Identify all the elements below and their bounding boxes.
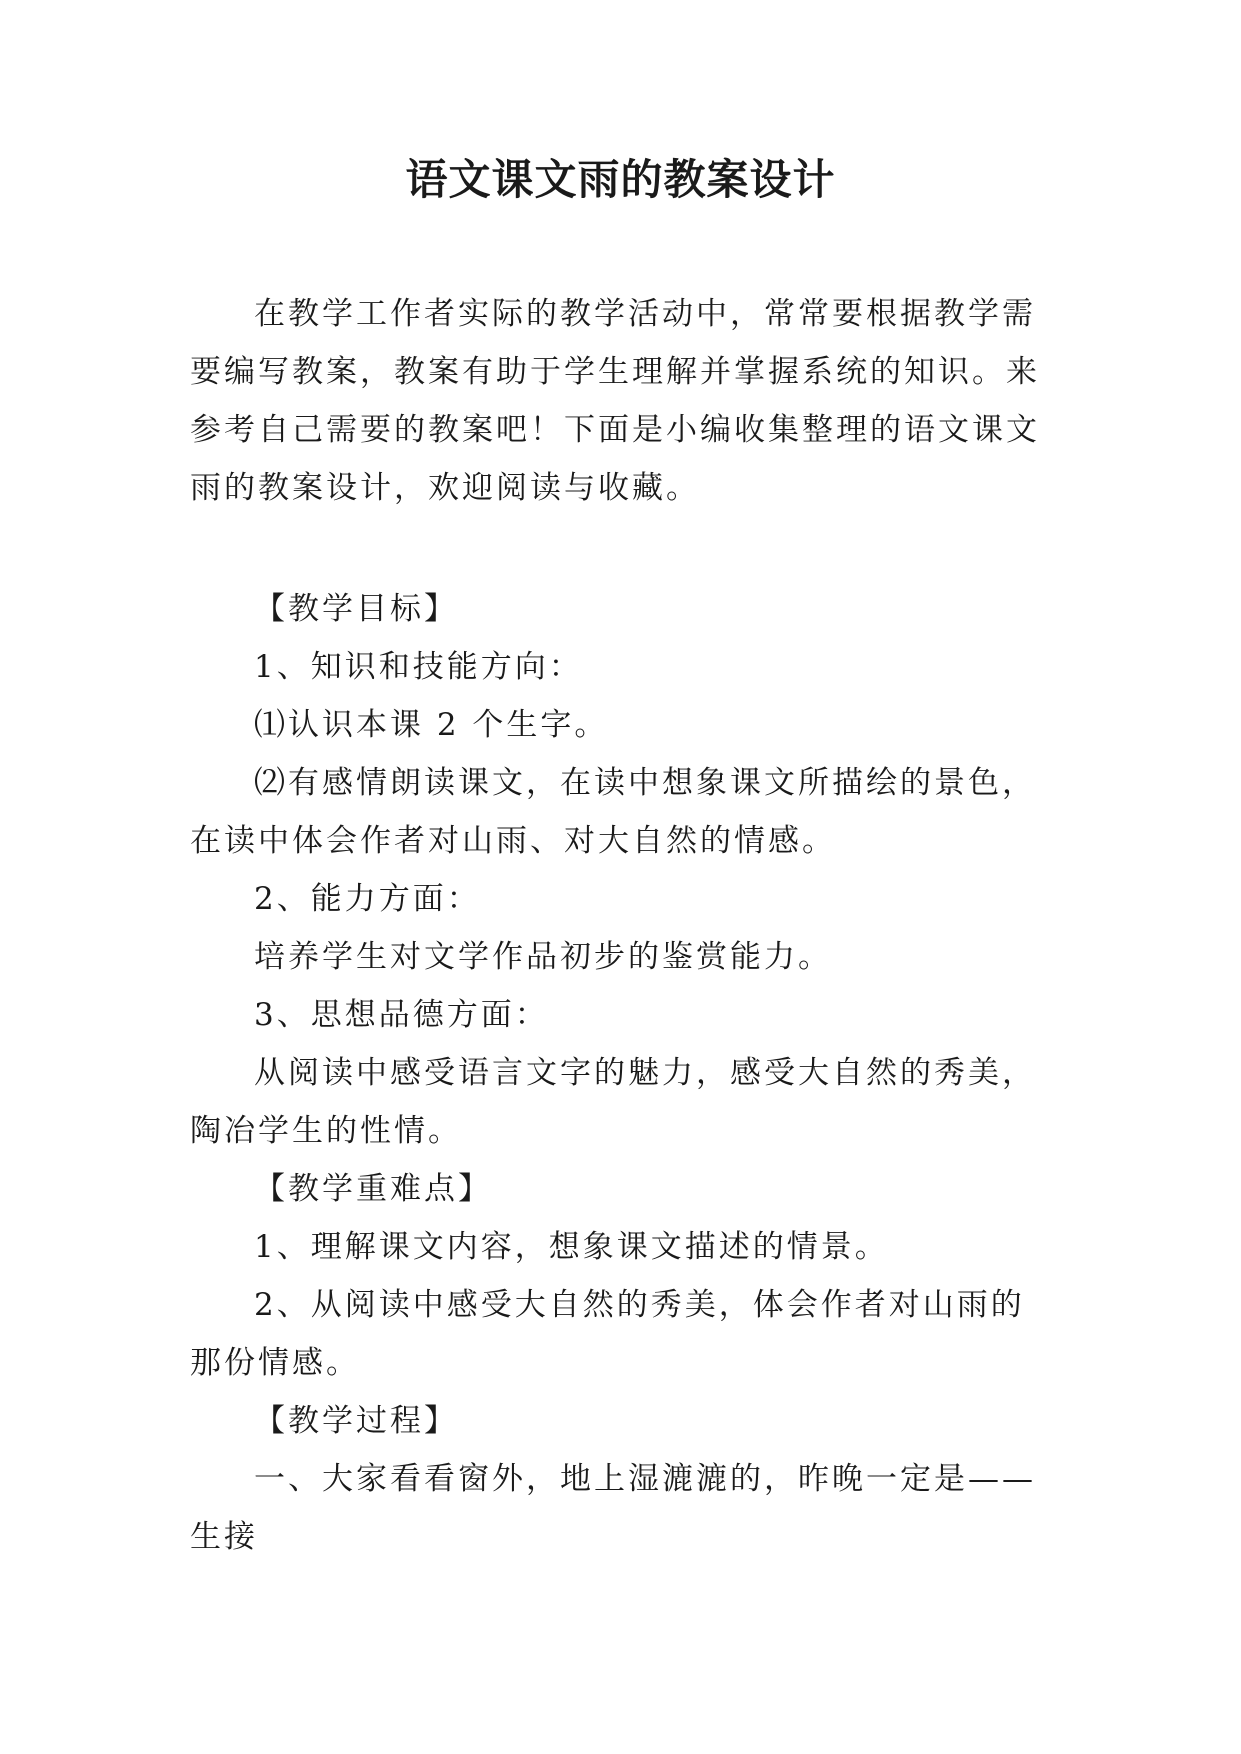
goal-1-item-1: ⑴认识本课 2 个生字。	[254, 707, 609, 743]
document-title: 语文课文雨的教案设计	[405, 155, 836, 204]
goal-2-heading: 2、能力方面：	[254, 881, 481, 917]
goal-3-text: 从阅读中感受语言文字的魅力，感受大自然的秀美，陶冶学生的性情。	[190, 1055, 1036, 1149]
body-section	[190, 580, 1050, 1566]
goal-1-item-2: ⑵有感情朗读课文，在读中想象课文所描绘的景色，在读中体会作者对山雨、对大自然的情感。	[190, 765, 1036, 859]
process-step-1: 一、大家看看窗外，地上湿漉漉的，昨晚一定是——生接	[190, 1461, 1036, 1555]
section-heading-key-points: 【教学重难点】	[254, 1171, 492, 1207]
intro-paragraph: 在教学工作者实际的教学活动中，常常要根据教学需要编写教案，教案有助于学生理解并掌握系统的知识。来参考自己需要的教案吧！下面是小编收集整理的语文课文雨的教案设计，欢迎阅读与收藏。	[190, 296, 1040, 506]
section-heading-teaching-goals: 【教学目标】	[254, 591, 458, 627]
goal-1-heading: 1、知识和技能方向：	[254, 649, 583, 685]
section-heading-teaching-process: 【教学过程】	[254, 1403, 458, 1439]
intro-section	[190, 285, 1050, 517]
goal-3-heading: 3、思想品德方面：	[254, 997, 549, 1033]
goal-2-text: 培养学生对文学作品初步的鉴赏能力。	[254, 939, 832, 975]
key-point-2: 2、从阅读中感受大自然的秀美，体会作者对山雨的那份情感。	[190, 1287, 1025, 1381]
key-point-1: 1、理解课文内容，想象课文描述的情景。	[254, 1229, 889, 1265]
